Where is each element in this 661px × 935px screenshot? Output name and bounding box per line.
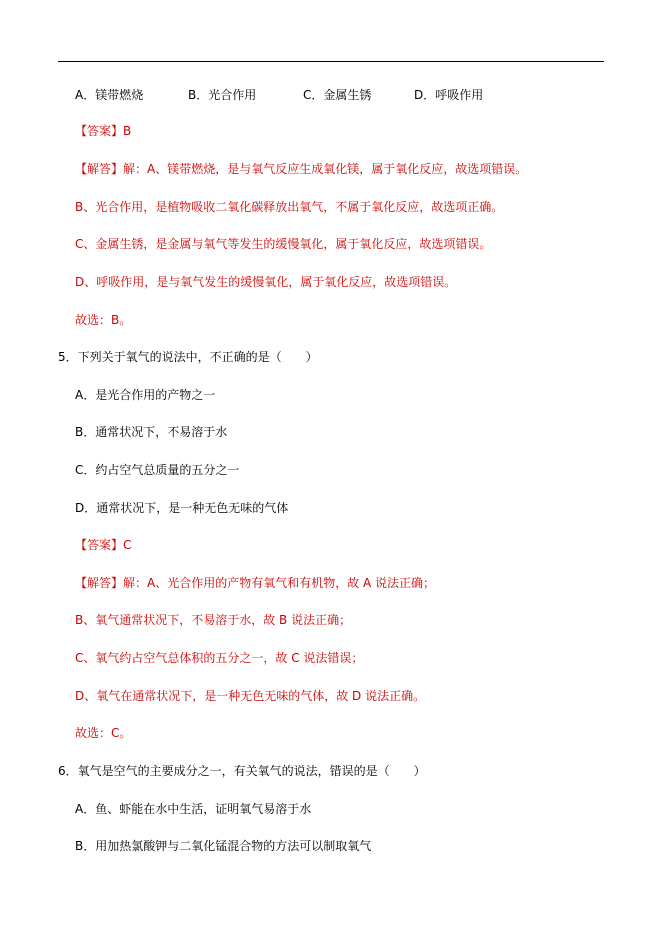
q5-answer: 【答案】C — [75, 538, 132, 552]
q4-analysis-line: C、金属生锈，是金属与氧气等发生的缓慢氧化，属于氧化反应，故选项错误。 — [75, 237, 492, 251]
q5-option-c: C．约占空气总质量的五分之一 — [75, 463, 240, 477]
q4-option-c: C．金属生锈 — [303, 88, 372, 102]
q4-options — [75, 88, 495, 102]
q5-analysis-line: 【解答】解：A、光合作用的产物有氧气和有机物，故 A 说法正确； — [75, 576, 436, 590]
q4-option-d: D．呼吸作用 — [414, 88, 484, 102]
q6-stem: 6．氧气是空气的主要成分之一，有关氧气的说法，错误的是（ ） — [58, 764, 426, 778]
q5-option-d: D．通常状况下，是一种无色无味的气体 — [75, 501, 289, 515]
q4-conclusion: 故选：B。 — [75, 313, 132, 327]
q5-option-b: B．通常状况下，不易溶于水 — [75, 425, 228, 439]
q4-analysis-line: D、呼吸作用，是与氧气发生的缓慢氧化，属于氧化反应，故选项错误。 — [75, 275, 457, 289]
q5-analysis-line: C、氧气约占空气总体积的五分之一，故 C 说法错误； — [75, 651, 364, 665]
q4-option-a: A．镁带燃烧 — [75, 88, 144, 102]
q4-option-b: B．光合作用 — [188, 88, 257, 102]
q5-conclusion: 故选：C。 — [75, 726, 132, 740]
q5-analysis-line: D、氧气在通常状况下，是一种无色无味的气体，故 D 说法正确。 — [75, 689, 426, 703]
q4-analysis-line: 【解答】解：A、镁带燃烧，是与氧气反应生成氧化镁，属于氧化反应，故选项错误。 — [75, 162, 528, 176]
header-rule — [58, 61, 604, 62]
q4-answer: 【答案】B — [75, 124, 132, 138]
q5-analysis-line: B、氧气通常状况下，不易溶于水，故 B 说法正确； — [75, 613, 352, 627]
q4-analysis-line: B、光合作用，是植物吸收二氧化碳释放出氧气，不属于氧化反应，故选项正确。 — [75, 200, 504, 214]
q6-option-b: B．用加热氯酸钾与二氧化锰混合物的方法可以制取氧气 — [75, 839, 372, 853]
q5-option-a: A．是光合作用的产物之一 — [75, 388, 216, 402]
q6-option-a: A．鱼、虾能在水中生活，证明氧气易溶于水 — [75, 802, 312, 816]
q5-stem: 5．下列关于氧气的说法中，不正确的是（ ） — [58, 350, 318, 364]
